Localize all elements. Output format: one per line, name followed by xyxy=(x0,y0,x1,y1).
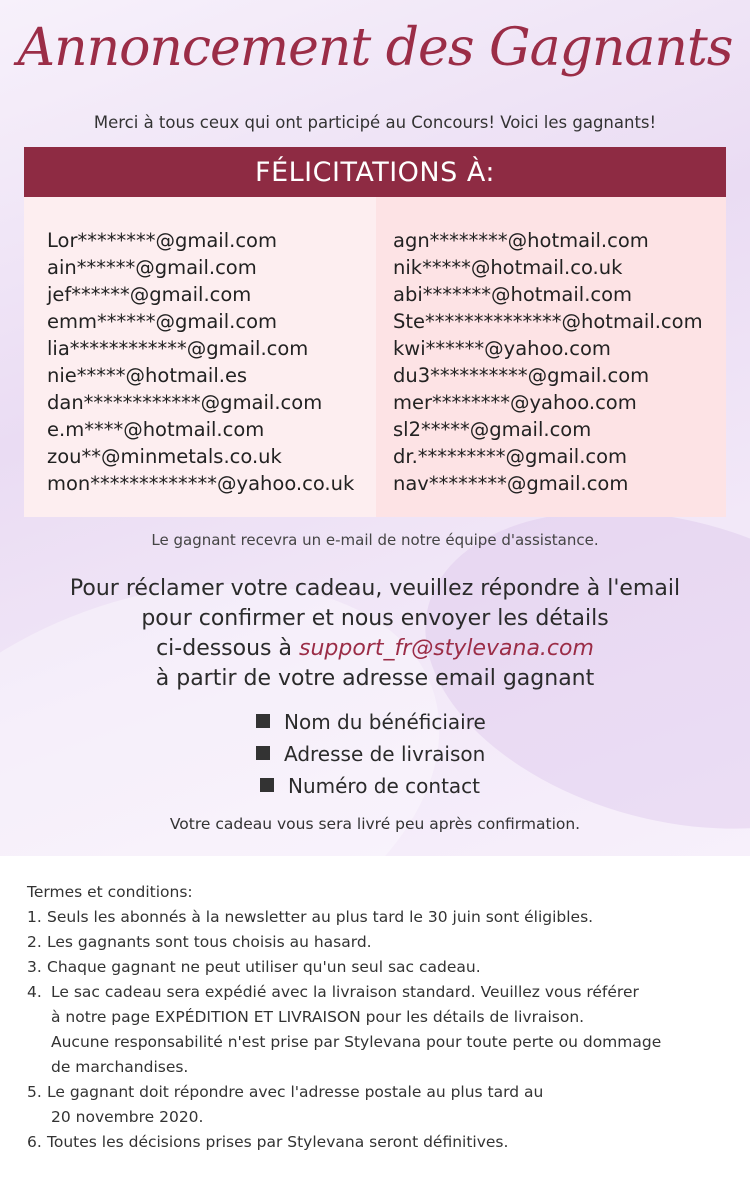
terms-number: 5. xyxy=(27,1083,42,1101)
terms-number: 2. xyxy=(27,933,42,951)
terms-line: Aucune responsabilité n'est prise par Stylevana pour toute perte ou dommage xyxy=(51,1033,662,1051)
terms-line: Toutes les décisions prises par Stylevana seront définitives. xyxy=(47,1133,509,1151)
support-notice: Le gagnant recevra un e-mail de notre équipe d'assistance. xyxy=(151,531,599,549)
claim-line: à partir de votre adresse email gagnant xyxy=(155,666,595,691)
winner-email: Lor********@gmail.com xyxy=(47,229,277,252)
terms-item xyxy=(27,980,727,1080)
list-item xyxy=(256,706,486,738)
winner-email: jef******@gmail.com xyxy=(47,283,252,306)
winner-email: e.m****@hotmail.com xyxy=(47,418,265,441)
winner-email: mer********@yahoo.com xyxy=(393,391,637,414)
square-bullet-icon xyxy=(260,778,274,792)
terms-item xyxy=(27,905,727,930)
terms-line: Le sac cadeau sera expédié avec la livraison standard. Veuillez vous référer xyxy=(51,983,639,1001)
terms-item xyxy=(27,955,727,980)
winners-list-left xyxy=(24,197,376,517)
terms-item xyxy=(27,1130,727,1155)
detail-label: Adresse de livraison xyxy=(284,742,486,766)
terms-line: Chaque gagnant ne peut utiliser qu'un seul sac cadeau. xyxy=(47,958,481,976)
terms-heading: Termes et conditions: xyxy=(27,883,193,901)
winner-email: abi*******@hotmail.com xyxy=(393,283,633,306)
terms-item xyxy=(27,930,727,955)
detail-label: Numéro de contact xyxy=(288,774,481,798)
winner-email: kwi******@yahoo.com xyxy=(393,337,611,360)
terms-line: Seuls les abonnés à la newsletter au plus tard le 30 juin sont éligibles. xyxy=(47,908,594,926)
winner-email: du3**********@gmail.com xyxy=(393,364,650,387)
terms-line: Le gagnant doit répondre avec l'adresse postale au plus tard au xyxy=(47,1083,544,1101)
winner-email: agn********@hotmail.com xyxy=(393,229,649,252)
winner-email: mon*************@yahoo.co.uk xyxy=(47,472,355,495)
claim-line xyxy=(0,634,750,664)
detail-label: Nom du bénéficiaire xyxy=(284,710,486,734)
delivery-note: Votre cadeau vous sera livré peu après confirmation. xyxy=(169,815,581,833)
congratulations-banner: FÉLICITATIONS À: xyxy=(24,147,726,197)
winner-email: zou**@minmetals.co.uk xyxy=(47,445,282,468)
terms-number: 1. xyxy=(27,908,42,926)
winner-email: nik*****@hotmail.co.uk xyxy=(393,256,623,279)
terms-line: de marchandises. xyxy=(51,1058,189,1076)
winner-email: nie*****@hotmail.es xyxy=(47,364,248,387)
terms-number: 3. xyxy=(27,958,42,976)
claim-instructions xyxy=(0,574,750,694)
square-bullet-icon xyxy=(256,714,270,728)
terms-section xyxy=(27,880,727,1155)
support-email-link[interactable]: support_fr@stylevana.com xyxy=(298,636,594,661)
terms-number: 4. xyxy=(27,983,42,1001)
winner-email: lia************@gmail.com xyxy=(47,337,309,360)
page-subtitle: Merci à tous ceux qui ont participé au Concours! Voici les gagnants! xyxy=(93,113,657,132)
terms-line: Les gagnants sont tous choisis au hasard. xyxy=(47,933,372,951)
claim-line-prefix: ci-dessous à xyxy=(156,636,299,661)
terms-line: 20 novembre 2020. xyxy=(51,1108,204,1126)
terms-item xyxy=(27,1080,727,1130)
winner-email: nav********@gmail.com xyxy=(393,472,629,495)
terms-number: 6. xyxy=(27,1133,42,1151)
page-title: Annoncement des Gagnants xyxy=(17,18,733,78)
list-item xyxy=(256,738,486,770)
terms-line: à notre page EXPÉDITION ET LIVRAISON pour les détails de livraison. xyxy=(51,1008,585,1026)
claim-line: pour confirmer et nous envoyer les détails xyxy=(141,606,609,631)
required-details-list xyxy=(256,706,486,802)
winner-email: dr.*********@gmail.com xyxy=(393,445,628,468)
claim-line: Pour réclamer votre cadeau, veuillez répondre à l'email xyxy=(69,576,681,601)
winner-email: emm******@gmail.com xyxy=(47,310,277,333)
winner-email: Ste**************@hotmail.com xyxy=(393,310,703,333)
winner-email: sl2*****@gmail.com xyxy=(393,418,592,441)
square-bullet-icon xyxy=(256,746,270,760)
winners-list-right xyxy=(376,197,726,517)
list-item xyxy=(256,770,486,802)
winner-email: ain******@gmail.com xyxy=(47,256,257,279)
winner-email: dan************@gmail.com xyxy=(47,391,323,414)
